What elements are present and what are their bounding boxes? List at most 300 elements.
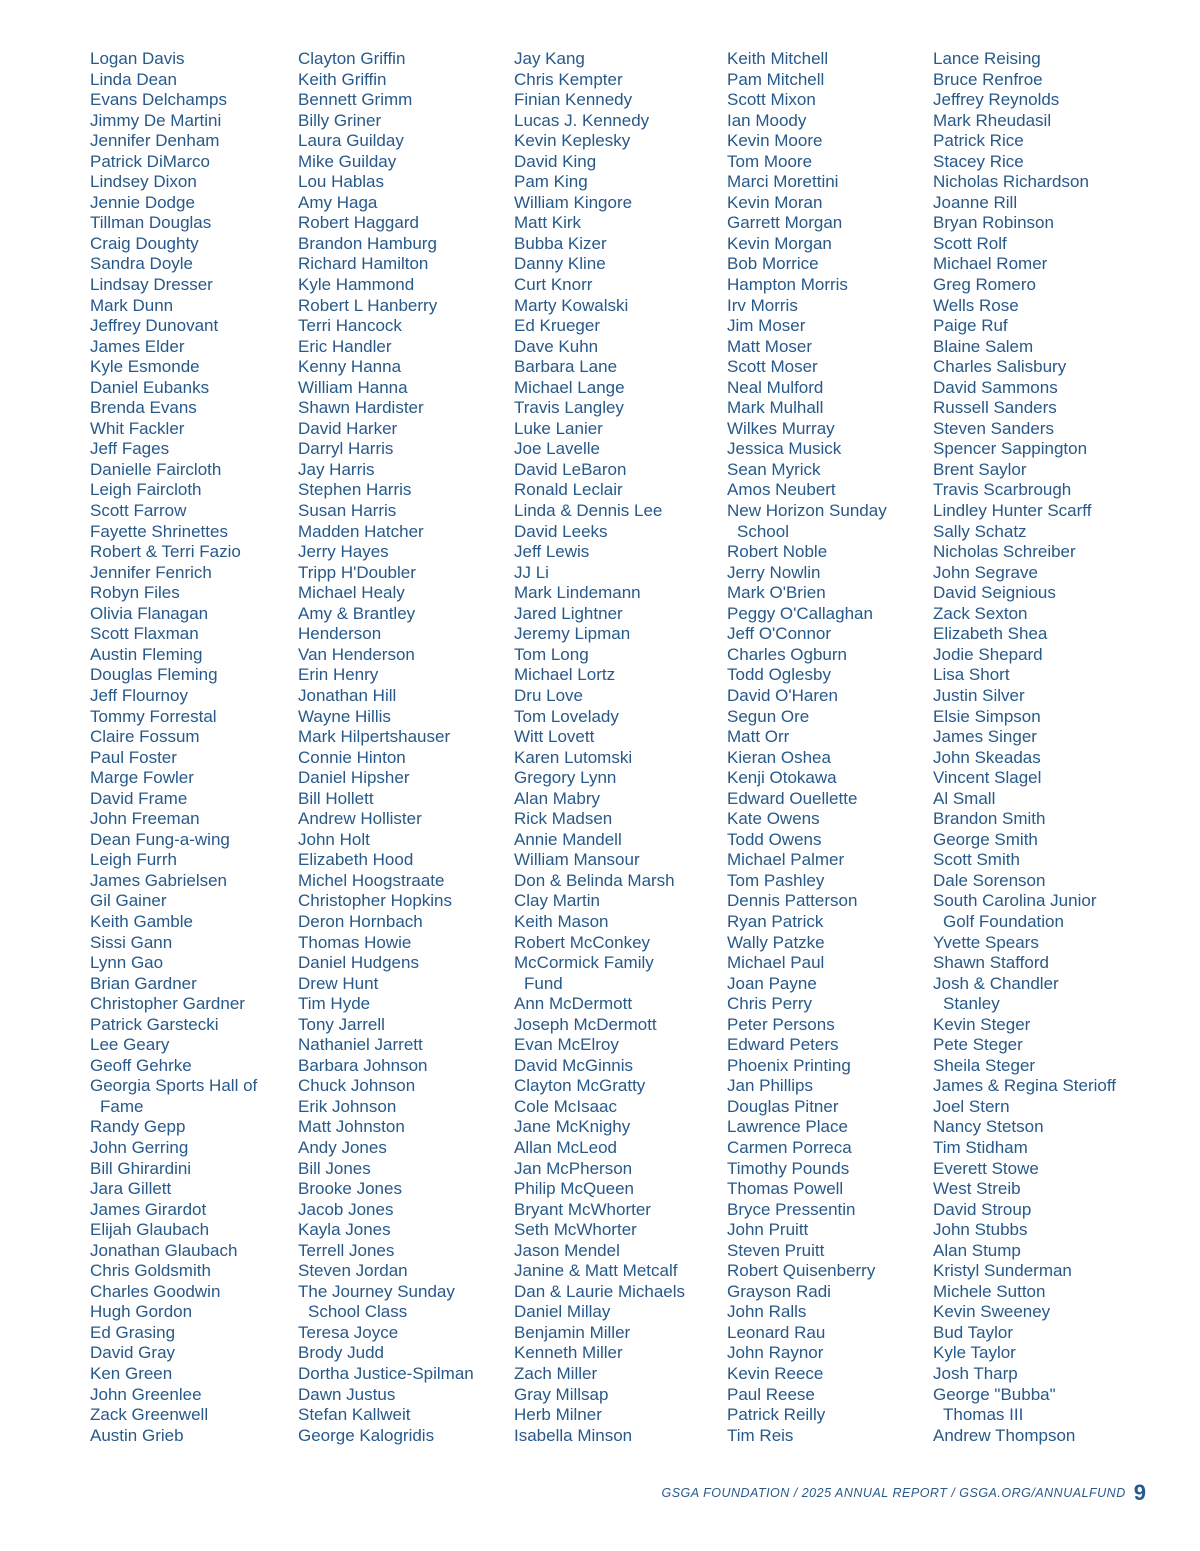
donor-name: Justin Silver [933, 685, 1025, 705]
donor-name: Keith Gamble [90, 911, 193, 931]
donor-name: Lynn Gao [90, 953, 164, 973]
donor-name: Austin Fleming [90, 644, 203, 664]
donor-name: Philip McQueen [514, 1179, 635, 1199]
donor-name: Dawn Justus [298, 1384, 396, 1404]
donor-name: Tom Pashley [727, 870, 825, 890]
donor-name: Bennett Grimm [298, 90, 413, 110]
donor-name: Scott Smith [933, 850, 1020, 870]
donor-name: Mark Hilpertshauser [298, 727, 451, 747]
donor-name: Hugh Gordon [90, 1302, 193, 1322]
donor-name: Stefan Kallweit [298, 1405, 411, 1425]
donor-name: David Frame [90, 788, 188, 808]
donor-name: Dave Kuhn [514, 336, 599, 356]
donor-name: Yvette Spears [933, 932, 1039, 952]
donor-name: Daniel Hipsher [298, 768, 410, 788]
donor-name: Dortha Justice-Spilman [298, 1364, 474, 1383]
donor-name: McCormick Family Fund [514, 953, 685, 994]
donor-name: Segun Ore [727, 706, 810, 726]
donor-name: Danny Kline [514, 254, 606, 274]
donor-name: Mike Guilday [298, 151, 397, 171]
donor-name: Kayla Jones [298, 1220, 391, 1240]
donor-name: Charles Ogburn [727, 644, 848, 664]
donor-column-5 [933, 49, 1116, 1446]
donor-name: Bryan Robinson [933, 213, 1054, 233]
donor-name: Grayson Radi [727, 1281, 831, 1301]
donor-name: Ann McDermott [514, 994, 633, 1014]
donor-name: Jason Mendel [514, 1240, 620, 1260]
donor-name: Mark O'Brien [727, 583, 826, 603]
donor-name: Joanne Rill [933, 192, 1018, 212]
donor-name: Jeff Fages [90, 439, 170, 459]
donor-name: Jennifer Fenrich [90, 562, 212, 582]
donor-name: Travis Langley [514, 398, 624, 418]
donor-name: Andrew Hollister [298, 809, 422, 829]
donor-name: Tim Reis [727, 1425, 794, 1445]
donor-name: Douglas Fleming [90, 665, 218, 685]
donor-name: Patrick DiMarco [90, 151, 210, 171]
donor-name: David Harker [298, 418, 398, 438]
donor-name: Edward Peters [727, 1035, 839, 1055]
donor-name: Timothy Pounds [727, 1158, 850, 1178]
donor-name: Lance Reising [933, 49, 1041, 68]
donor-name: Gregory Lynn [514, 768, 617, 788]
donor-name: Teresa Joyce [298, 1322, 399, 1342]
donor-name: Jodie Shepard [933, 644, 1043, 664]
donor-name: Tim Hyde [298, 994, 371, 1014]
donor-name: Tom Long [514, 644, 589, 664]
donor-name: Austin Grieb [90, 1425, 184, 1445]
donor-name: James Gabrielsen [90, 870, 228, 890]
donor-name: Pete Steger [933, 1035, 1023, 1055]
donor-name: David LeBaron [514, 459, 627, 479]
donor-name: Leigh Faircloth [90, 480, 202, 500]
donor-name: Michele Sutton [933, 1281, 1046, 1301]
donor-name: Michel Hoogstraate [298, 870, 445, 890]
donor-name: Richard Hamilton [298, 254, 429, 274]
donor-name: Ronald Leclair [514, 480, 623, 500]
donor-name: Steven Sanders [933, 418, 1054, 438]
donor-name: Jacob Jones [298, 1199, 394, 1219]
donor-name: Keith Griffin [298, 69, 387, 89]
donor-name: Brandon Hamburg [298, 233, 437, 253]
donor-name: David Sammons [933, 377, 1058, 397]
donor-name: Mark Lindemann [514, 583, 641, 603]
donor-name-continuation: Fame [100, 1096, 144, 1116]
donor-name: Brooke Jones [298, 1179, 402, 1199]
donor-name: Bill Hollett [298, 788, 374, 808]
donor-name: Bill Jones [298, 1158, 371, 1178]
donor-name: Brian Gardner [90, 973, 197, 993]
donor-name: Blaine Salem [933, 336, 1034, 356]
donor-name: Daniel Hudgens [298, 953, 419, 973]
donor-name: Russell Sanders [933, 398, 1057, 418]
donor-name: Eric Handler [298, 336, 392, 356]
donor-name: Herb Milner [514, 1405, 602, 1425]
donor-name: Fayette Shrinettes [90, 521, 228, 541]
donor-name: Scott Mixon [727, 90, 816, 110]
donor-name: Georgia Sports Hall of Fame [90, 1076, 258, 1116]
donor-name: New Horizon Sunday School [727, 501, 887, 541]
donor-name: Andy Jones [298, 1137, 387, 1157]
donor-name: Tim Stidham [933, 1137, 1028, 1157]
donor-name: David Leeks [514, 521, 608, 541]
donor-name: Christopher Hopkins [298, 891, 453, 911]
donor-name: Jerry Hayes [298, 542, 389, 562]
donor-name: Lisa Short [933, 665, 1010, 685]
donor-name: Josh Tharp [933, 1364, 1018, 1383]
donor-name-continuation: School Class [308, 1302, 408, 1322]
donor-name: Alan Stump [933, 1240, 1021, 1260]
donor-name: Kenji Otokawa [727, 768, 837, 788]
donor-name: Cole McIsaac [514, 1096, 617, 1116]
donor-name: Patrick Rice [933, 131, 1024, 151]
donor-name: Joan Payne [727, 973, 817, 993]
donor-name: Scott Farrow [90, 501, 187, 521]
donor-name: Laura Guilday [298, 131, 404, 151]
donor-name: Van Henderson [298, 644, 415, 664]
donor-name: Josh & Chandler Stanley [933, 974, 1116, 1015]
donor-name: David King [514, 151, 597, 171]
donor-name: Greg Romero [933, 275, 1036, 295]
donor-name: Everett Stowe [933, 1158, 1039, 1178]
donor-name: John Pruitt [727, 1220, 809, 1240]
donor-name: Jim Moser [727, 316, 806, 336]
donor-name: Brody Judd [298, 1343, 384, 1363]
donor-name: Dennis Patterson [727, 891, 858, 911]
donor-name: Kevin Reece [727, 1364, 824, 1383]
donor-name: South Carolina Junior Golf Foundation [933, 891, 1116, 932]
donor-name: Dale Sorenson [933, 870, 1046, 890]
donor-name: Robert McConkey [514, 932, 651, 952]
donor-name: William Kingore [514, 192, 633, 212]
donor-name: Vincent Slagel [933, 768, 1042, 788]
donor-name: John Ralls [727, 1302, 807, 1322]
donor-name: George Kalogridis [298, 1425, 435, 1445]
donor-name: John Raynor [727, 1343, 824, 1363]
donor-name: Patrick Reilly [727, 1405, 826, 1425]
donor-name: Kevin Morgan [727, 233, 832, 253]
donor-name: Brenda Evans [90, 398, 197, 418]
donor-name: Bryce Pressentin [727, 1199, 856, 1219]
donor-name: Robyn Files [90, 583, 180, 603]
donor-name: Lawrence Place [727, 1117, 848, 1137]
donor-name: Tripp H'Doubler [298, 562, 416, 582]
donor-name: Seth McWhorter [514, 1220, 637, 1240]
donor-name: Thomas Powell [727, 1179, 844, 1199]
donor-name: Terri Hancock [298, 316, 402, 336]
donor-name: James & Regina Sterioff [933, 1076, 1116, 1096]
donor-name: Lindsey Dixon [90, 172, 197, 192]
donor-name: George "Bubba" Thomas III [933, 1385, 1116, 1426]
donor-name: Lou Hablas [298, 172, 385, 192]
donor-name: Claire Fossum [90, 727, 200, 747]
donor-name: Ed Grasing [90, 1322, 176, 1342]
donor-name: Wilkes Murray [727, 418, 835, 438]
donor-name: Irv Morris [727, 295, 798, 315]
donor-name: Marge Fowler [90, 768, 194, 788]
donor-name: JJ Li [514, 562, 549, 582]
donor-name: Kieran Oshea [727, 747, 831, 767]
donor-name: Mark Rheudasil [933, 110, 1052, 130]
donor-name: Lindsay Dresser [90, 275, 213, 295]
donor-name: Jeff Lewis [514, 542, 590, 562]
donor-name: Bryant McWhorter [514, 1199, 651, 1219]
donor-name: Clayton Griffin [298, 49, 406, 68]
donor-name: Wally Patzke [727, 932, 825, 952]
page-footer [661, 1480, 1146, 1506]
donor-name: Paul Reese [727, 1384, 815, 1404]
donor-name: Henderson [298, 624, 382, 644]
donor-name: Michael Palmer [727, 850, 845, 870]
donor-name: Kristyl Sunderman [933, 1261, 1072, 1281]
donor-name: Allan McLeod [514, 1137, 618, 1157]
donor-name: Nancy Stetson [933, 1117, 1044, 1137]
donor-name: Keith Mitchell [727, 49, 829, 68]
donor-name: Jeff Flournoy [90, 685, 188, 705]
donor-name: Scott Flaxman [90, 624, 199, 644]
donor-name: John Gerring [90, 1137, 189, 1157]
donor-name: Nathaniel Jarrett [298, 1035, 423, 1055]
donor-name: Michael Lange [514, 377, 625, 397]
donor-name: Susan Harris [298, 501, 397, 521]
donor-name: Carmen Porreca [727, 1137, 852, 1157]
donor-name: Ryan Patrick [727, 911, 824, 931]
donor-name: Sheila Steger [933, 1055, 1036, 1075]
donor-name: Kevin Steger [933, 1014, 1031, 1034]
donor-name: Garrett Morgan [727, 213, 843, 233]
donor-name: Joel Stern [933, 1096, 1010, 1116]
donor-name: Douglas Pitner [727, 1096, 839, 1116]
donor-name: Nicholas Richardson [933, 172, 1089, 192]
donor-name: Hampton Morris [727, 275, 848, 295]
donor-name: Michael Lortz [514, 665, 616, 685]
donor-name: Jan McPherson [514, 1158, 633, 1178]
donor-name: Wells Rose [933, 295, 1019, 315]
donor-name: Don & Belinda Marsh [514, 870, 675, 890]
donor-name: Daniel Eubanks [90, 377, 210, 397]
donor-name: Bob Morrice [727, 254, 819, 274]
donor-name: Amos Neubert [727, 480, 836, 500]
donor-name: Brent Saylor [933, 459, 1027, 479]
donor-name: Mark Mulhall [727, 398, 824, 418]
donor-name: David Seignious [933, 583, 1056, 603]
donor-name: Madden Hatcher [298, 521, 424, 541]
donor-name: Zach Miller [514, 1364, 598, 1383]
donor-name: Gray Millsap [514, 1384, 609, 1404]
donor-name: Bruce Renfroe [933, 69, 1043, 89]
donor-name: Bubba Kizer [514, 233, 607, 253]
donor-name: Isabella Minson [514, 1425, 633, 1445]
donor-name: David Gray [90, 1343, 176, 1363]
donor-name: Scott Rolf [933, 233, 1007, 253]
donor-name: John Segrave [933, 562, 1038, 582]
donor-name: Stephen Harris [298, 480, 412, 500]
donor-name: Evan McElroy [514, 1035, 619, 1055]
donor-name: Patrick Garstecki [90, 1014, 219, 1034]
donor-name: Peter Persons [727, 1014, 835, 1034]
donor-name: Clay Martin [514, 891, 600, 911]
donor-name: Jerry Nowlin [727, 562, 821, 582]
donor-name-continuation: School [737, 521, 789, 541]
donor-name: Jared Lightner [514, 603, 623, 623]
donor-name: Benjamin Miller [514, 1322, 631, 1342]
donor-name-continuation: Thomas III [943, 1405, 1024, 1425]
donor-name: Matt Moser [727, 336, 813, 356]
donor-name: Jane McKnighy [514, 1117, 631, 1137]
donor-name: Daniel Millay [514, 1302, 611, 1322]
donor-name: Elijah Glaubach [90, 1220, 210, 1240]
donor-name: Pam King [514, 172, 588, 192]
donor-name: Shawn Stafford [933, 953, 1049, 973]
donor-column-1 [90, 49, 257, 1446]
donor-name: David O'Haren [727, 685, 838, 705]
donor-name: Joseph McDermott [514, 1014, 657, 1034]
donor-name: Paul Foster [90, 747, 177, 767]
donor-name: Tom Moore [727, 151, 813, 171]
donor-column-3 [514, 49, 685, 1446]
donor-name: Elizabeth Shea [933, 624, 1048, 644]
donor-name: Danielle Faircloth [90, 459, 222, 479]
donor-name: Jay Harris [298, 459, 375, 479]
donor-name: Kevin Moore [727, 131, 823, 151]
donor-name: Karen Lutomski [514, 747, 633, 767]
donor-name: James Elder [90, 336, 185, 356]
donor-name: Whit Fackler [90, 418, 185, 438]
donor-name: Evans Delchamps [90, 90, 228, 110]
donor-name: Finian Kennedy [514, 90, 633, 110]
donor-name: Amy Haga [298, 192, 378, 212]
donor-name: Logan Davis [90, 49, 185, 68]
donor-name: Erin Henry [298, 665, 379, 685]
donor-name: Jonathan Hill [298, 685, 397, 705]
donor-name: Rick Madsen [514, 809, 613, 829]
donor-name: Ken Green [90, 1364, 173, 1383]
donor-name: Pam Mitchell [727, 69, 825, 89]
donor-name: Luke Lanier [514, 418, 603, 438]
donor-name: Tillman Douglas [90, 213, 212, 233]
donor-name: Elsie Simpson [933, 706, 1041, 726]
donor-name: Michael Healy [298, 583, 405, 603]
donor-name: Matt Orr [727, 727, 790, 747]
donor-column-2 [298, 49, 474, 1446]
donor-name: West Streib [933, 1179, 1021, 1199]
donor-name: Jan Phillips [727, 1076, 813, 1096]
donor-name: Travis Scarbrough [933, 480, 1072, 500]
donor-name: Paige Ruf [933, 316, 1008, 336]
donor-name: Kyle Taylor [933, 1343, 1016, 1363]
donor-name: Tony Jarrell [298, 1014, 385, 1034]
donor-name-continuation: Stanley [943, 994, 1000, 1014]
donor-name: Zack Sexton [933, 603, 1028, 623]
donor-name: The Journey Sunday School Class [298, 1282, 474, 1323]
donor-name: Steven Jordan [298, 1261, 408, 1281]
donor-name: Erik Johnson [298, 1096, 397, 1116]
donor-name: Sissi Gann [90, 932, 173, 952]
donor-name: Clayton McGratty [514, 1076, 646, 1096]
donor-name: Sean Myrick [727, 459, 821, 479]
donor-name: John Greenlee [90, 1384, 202, 1404]
donor-name: Dean Fung-a-wing [90, 829, 230, 849]
donor-name: Phoenix Printing [727, 1055, 851, 1075]
donor-name: Dru Love [514, 685, 583, 705]
donor-name: Jennie Dodge [90, 192, 195, 212]
donor-name: Randy Gepp [90, 1117, 186, 1137]
donor-name: George Smith [933, 829, 1038, 849]
donor-name: Charles Goodwin [90, 1281, 221, 1301]
page-number: 9 [1133, 1480, 1146, 1505]
donor-name: John Holt [298, 829, 370, 849]
donor-name: Matt Kirk [514, 213, 582, 233]
donor-name: Christopher Gardner [90, 994, 245, 1014]
donor-name: Jimmy De Martini [90, 110, 222, 130]
donor-name: Marty Kowalski [514, 295, 629, 315]
donor-name: Tommy Forrestal [90, 706, 217, 726]
donor-name: Kevin Keplesky [514, 131, 631, 151]
donor-name: Ed Krueger [514, 316, 600, 336]
donor-name: Brandon Smith [933, 809, 1046, 829]
donor-name: Spencer Sappington [933, 439, 1088, 459]
donor-name: Kyle Hammond [298, 275, 415, 295]
donor-name: Neal Mulford [727, 377, 824, 397]
donor-name: Lee Geary [90, 1035, 170, 1055]
donor-name: William Mansour [514, 850, 640, 870]
donor-name: Amy & Brantley [298, 603, 416, 623]
donor-name: Witt Lovett [514, 727, 595, 747]
donor-name: James Girardot [90, 1199, 207, 1219]
donor-name: John Skeadas [933, 747, 1041, 767]
donor-name: Drew Hunt [298, 973, 379, 993]
donor-name: Chuck Johnson [298, 1076, 416, 1096]
donor-name: Jeffrey Reynolds [933, 90, 1060, 110]
donor-name: Chris Perry [727, 994, 813, 1014]
donor-name: Robert & Terri Fazio [90, 542, 241, 562]
donor-name: Barbara Lane [514, 357, 618, 377]
donor-name: Ian Moody [727, 110, 807, 130]
donor-name: Barbara Johnson [298, 1055, 428, 1075]
donor-name: Edward Ouellette [727, 788, 858, 808]
donor-name: Dan & Laurie Michaels [514, 1281, 686, 1301]
donor-name: Stacey Rice [933, 151, 1024, 171]
donor-name: Connie Hinton [298, 747, 406, 767]
donor-name: Nicholas Schreiber [933, 542, 1076, 562]
donor-name: Bill Ghirardini [90, 1158, 192, 1178]
donor-name: Robert Quisenberry [727, 1261, 876, 1281]
donor-name: Kevin Moran [727, 192, 823, 212]
donor-name: Gil Gainer [90, 891, 167, 911]
donor-name: John Freeman [90, 809, 200, 829]
donor-name: Lucas J. Kennedy [514, 110, 650, 130]
donor-name: Tom Lovelady [514, 706, 619, 726]
donor-name: Lindley Hunter Scarff [933, 501, 1092, 521]
donor-name: Steven Pruitt [727, 1240, 825, 1260]
donor-name: Todd Oglesby [727, 665, 831, 685]
donor-name: Janine & Matt Metcalf [514, 1261, 678, 1281]
donor-name: Peggy O'Callaghan [727, 603, 873, 623]
donor-name: Robert Haggard [298, 213, 419, 233]
donor-name: John Stubbs [933, 1220, 1028, 1240]
donor-name: Sally Schatz [933, 521, 1027, 541]
donor-name: Robert Noble [727, 542, 828, 562]
donor-name: Sandra Doyle [90, 254, 194, 274]
donor-column-4 [727, 49, 887, 1446]
donor-name: Curt Knorr [514, 275, 593, 295]
donor-name: Marci Morettini [727, 172, 839, 192]
donor-name: Alan Mabry [514, 788, 600, 808]
donor-name: Chris Kempter [514, 69, 623, 89]
donor-name: David Stroup [933, 1199, 1032, 1219]
donor-name: Leigh Furrh [90, 850, 177, 870]
donor-name: Darryl Harris [298, 439, 394, 459]
